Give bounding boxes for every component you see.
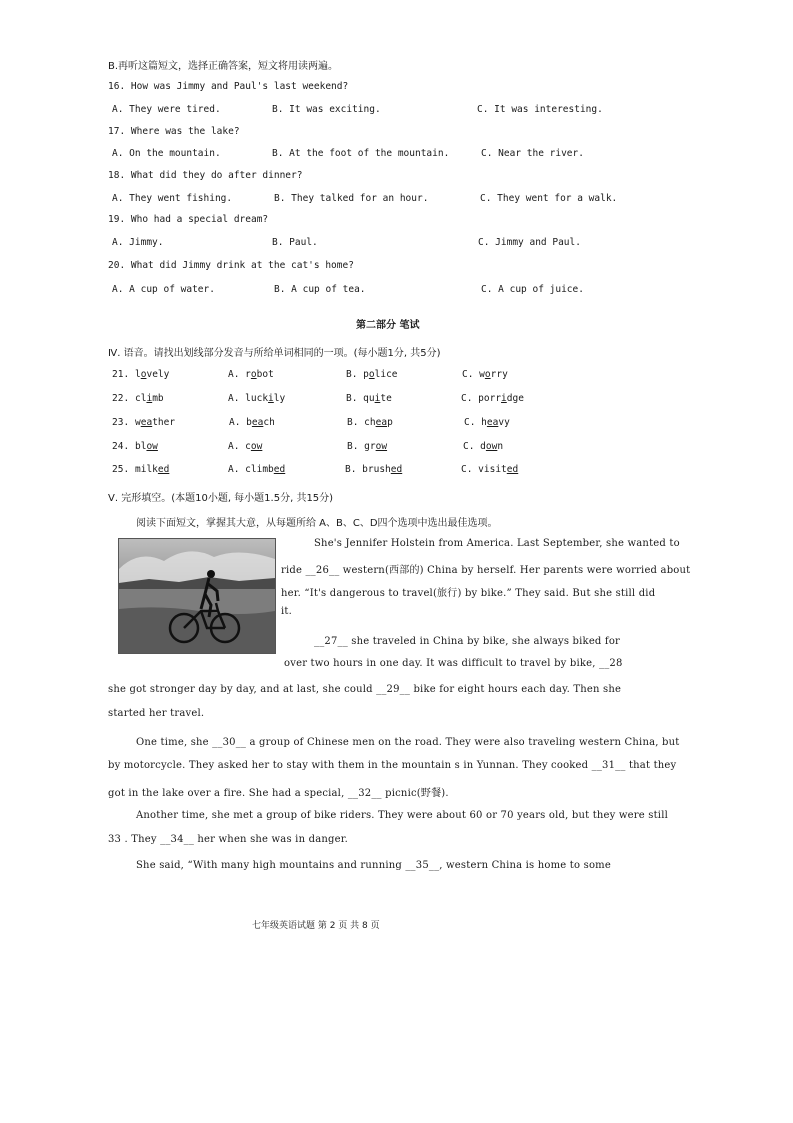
passage-line-12: Another time, she met a group of bike riders. They were about 60 or 70 years old, but they were still xyxy=(136,810,669,821)
phonetics-25-option-c: C. visited xyxy=(461,464,519,475)
q17-option-c: C. Near the river. xyxy=(481,148,584,159)
phonetics-22-option-a: A. luckily xyxy=(228,393,286,404)
phonetics-25-word: milked xyxy=(135,464,170,475)
passage-line-9: One time, she __30__ a group of Chinese men on the road. They were also traveling western China, but xyxy=(136,737,680,748)
passage-line-6: over two hours in one day. It was difficult to travel by bike, __28 xyxy=(284,658,623,669)
q18-option-b: B. They talked for an hour. xyxy=(274,193,429,204)
phonetics-21-option-b: B. police xyxy=(346,369,398,380)
phonetics-23-option-b: B. cheap xyxy=(347,417,393,428)
phonetics-22-number: 22. xyxy=(112,393,130,404)
passage-line-8: started her travel. xyxy=(108,708,205,719)
q16-option-c: C. It was interesting. xyxy=(477,104,603,115)
passage-line-7: she got stronger day by day, and at last, she could __29__ bike for eight hours each day. Then she xyxy=(108,684,622,695)
section-b-instruction: B.再听这篇短文，选择正确答案，短文将用读两遍。 xyxy=(108,61,339,72)
phonetics-22-word: climb xyxy=(135,393,164,404)
phonetics-21-option-a: A. robot xyxy=(228,369,274,380)
phonetics-24-option-b: B. grow xyxy=(347,441,388,452)
phonetics-24-option-c: C. down xyxy=(463,441,504,452)
passage-line-5: __27__ she traveled in China by bike, she always biked for xyxy=(314,636,621,647)
phonetics-22-option-c: C. porridge xyxy=(461,393,524,404)
passage-line-11: got in the lake over a fire. She had a special, __32__ picnic(野餐). xyxy=(108,788,449,799)
q17-option-a: A. On the mountain. xyxy=(112,148,221,159)
passage-line-2: ride __26__ western(西部的) China by herself. Her parents were worried about xyxy=(281,565,691,576)
question-19: 19. Who had a special dream? xyxy=(108,214,269,225)
passage-line-4: it. xyxy=(281,606,292,617)
phonetics-23-word: weather xyxy=(135,417,176,428)
part-two-title: 第二部分 笔试 xyxy=(356,320,420,331)
phonetics-23-option-c: C. heavy xyxy=(464,417,510,428)
phonetics-25-option-a: A. climbed xyxy=(228,464,286,475)
cyclist-photo xyxy=(118,538,276,654)
passage-line-14: She said, “With many high mountains and running __35__, western China is home to some xyxy=(136,860,611,871)
q19-option-c: C. Jimmy and Paul. xyxy=(478,237,581,248)
phonetics-25-number: 25. xyxy=(112,464,130,475)
q20-option-a: A. A cup of water. xyxy=(112,284,215,295)
q19-option-b: B. Paul. xyxy=(272,237,318,248)
question-18: 18. What did they do after dinner? xyxy=(108,170,303,181)
q16-option-b: B. It was exciting. xyxy=(272,104,381,115)
passage-line-1: She's Jennifer Holstein from America. Last September, she wanted to xyxy=(314,538,680,549)
section-v-instruction: Ⅴ. 完形填空。(本题10小题, 每小题1.5分, 共15分) xyxy=(108,493,334,504)
phonetics-23-number: 23. xyxy=(112,417,130,428)
question-17: 17. Where was the lake? xyxy=(108,126,240,137)
phonetics-23-option-a: A. beach xyxy=(229,417,275,428)
phonetics-24-number: 24. xyxy=(112,441,130,452)
q18-option-a: A. They went fishing. xyxy=(112,193,233,204)
page-footer: 七年级英语试题 第 2 页 共 8 页 xyxy=(252,921,380,931)
phonetics-24-option-a: A. cow xyxy=(228,441,263,452)
q20-option-c: C. A cup of juice. xyxy=(481,284,584,295)
q20-option-b: B. A cup of tea. xyxy=(274,284,366,295)
phonetics-21-word: lovely xyxy=(135,369,170,380)
passage-line-10: by motorcycle. They asked her to stay with them in the mountain s in Yunnan. They cooked __31__ that they xyxy=(108,760,677,771)
phonetics-21-option-c: C. worry xyxy=(462,369,508,380)
passage-line-3: her. “It's dangerous to travel(旅行) by bike.” They said. But she still did xyxy=(281,588,656,599)
question-20: 20. What did Jimmy drink at the cat's home? xyxy=(108,260,354,271)
phonetics-21-number: 21. xyxy=(112,369,130,380)
q18-option-c: C. They went for a walk. xyxy=(480,193,618,204)
section-iv-instruction: Ⅳ. 语音。请找出划线部分发音与所给单词相同的一项。(每小题1分, 共5分) xyxy=(108,348,441,359)
q16-option-a: A. They were tired. xyxy=(112,104,221,115)
phonetics-24-word: blow xyxy=(135,441,158,452)
section-v-sub-instruction: 阅读下面短文，掌握其大意，从每题所给 A、B、C、D四个选项中选出最佳选项。 xyxy=(136,518,498,529)
question-16: 16. How was Jimmy and Paul's last weekend? xyxy=(108,81,349,92)
phonetics-22-option-b: B. quite xyxy=(346,393,392,404)
q17-option-b: B. At the foot of the mountain. xyxy=(272,148,450,159)
phonetics-25-option-b: B. brushed xyxy=(345,464,403,475)
passage-line-13: 33 . They __34__ her when she was in danger. xyxy=(108,834,348,845)
q19-option-a: A. Jimmy. xyxy=(112,237,164,248)
